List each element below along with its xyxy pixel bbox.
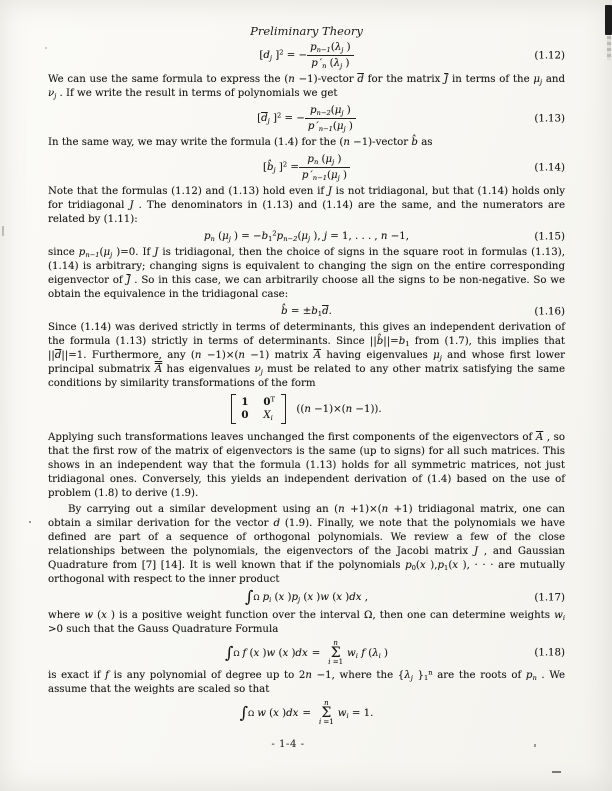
equation-1-18: ∫ Ω f (x )w (x )dx = n Σ i =1 $w_i$ f ($\lambda_i$ ) (1.18)	[224, 639, 565, 666]
right-bracket	[281, 394, 286, 424]
scan-artifact-dot	[29, 521, 31, 523]
equation-1-15: $p_n$ ($\mu_j$ ) = $-b_1^2p_{n-2}(\mu_j$ ), j = 1, . . . , n −1, (1.15)	[204, 229, 565, 244]
equation-number: (1.13)	[534, 113, 565, 124]
equation-1-13	[48, 104, 565, 133]
paragraph-7: By carrying out a similar development using an (n +1)×(n +1) tridiagonal matrix, one can obtain a similar derivation for the vector d (1.9). Finally, we note that the polynomials we have defined are part of a sequence of orthogonal polynomials. We review a few of the close relationships between the polynomials, the eigenvectors of the Jacobi matrix J , and Gaussian Quadrature from [7] [14]. It is well known that if the polynomials $p_0(x$ )$,p_1(x$ ), · · · are mutually orthogonal with respect to the inner product	[48, 504, 566, 585]
fraction: $\frac{p_{n-1}(\lambda_j )}{p '_n (\lambda_j )}$	[307, 41, 354, 70]
integral-sign: ∫	[245, 587, 254, 606]
page-body	[48, 24, 565, 729]
page-number: - 1-4 -	[271, 739, 305, 750]
equation-1-16: b̂ = $\pm b_1\overline{d}$. (1.16)	[281, 306, 565, 319]
paragraph-8: where w (x ) is a positive weight function over the interval Ω, then one can determine weights $w_i >0$ such that the Gauss Quadrature Formula	[48, 610, 565, 635]
equation-1-17: ∫ Ω $p_i$ (x )$p_j$ (x )w (x )dx , (1.17)	[245, 587, 565, 606]
equation-number: (1.15)	[534, 231, 565, 242]
running-head: Preliminary Theory	[250, 24, 363, 38]
scan-artifact-speck	[534, 744, 536, 747]
fraction: $\frac{p_{n-2}(\mu_j )}{p '_{n-1}(\mu_j )}$	[305, 104, 356, 133]
scan-artifact-dot	[45, 47, 47, 49]
equation-number: (1.16)	[534, 306, 565, 317]
equation-lhs: [$d_j$ ]$^2$ = −	[259, 48, 308, 63]
equation-1-12	[48, 41, 565, 70]
integral-sign: ∫	[239, 703, 248, 722]
scan-artifact-left-mark	[2, 226, 4, 236]
paragraph-5: Since (1.14) was derived strictly in terms of determinants, this gives an independent derivation of the formula (1.13) strictly in terms of determinants. Since $||b̂||=b_1$ from (1.7), this implies that $||\overline{d}||=1$. Furthermore, any (n −1)×(n −1) matrix $\overline{A}$ having eigenvalues $\mu_j$ and whose first lower principal submatrix A has eigenvalues $\nu_j$ must be related to any other matrix satisfying the same conditions by similarity transformations of the form	[48, 322, 565, 389]
matrix-dimension-note: ((n −1)×(n −1)).	[296, 403, 382, 415]
equation-weights-scaled: ∫ Ω w (x )dx = n Σ i =1 $w_i = 1$.	[239, 699, 374, 726]
paragraph-4: since $p_{n-1}(\mu_j$ )=0. If J is tridiagonal, then the choice of signs in the square root in formulas (1.13), (1.14) is arbitrary; changing signs is equivalent to changing the sign on the entire corresponding eigenvector of $\overline{J}$ . So in this case, we can arbitrarily choose all the signs to be non-negative. So we obtain the equivalence in the tridiagonal case:	[48, 247, 565, 300]
equation-number: (1.12)	[534, 50, 565, 61]
sigma-sign: Σ	[330, 645, 341, 661]
paragraph-2: In the same way, we may write the formula (1.4) for the (n −1)-vector b̂ as	[48, 137, 433, 148]
sigma-sign: Σ	[321, 705, 332, 721]
similarity-transform-matrix	[48, 394, 565, 428]
paragraph-3: Note that the formulas (1.12) and (1.13) hold even if J is not tridiagonal, but that (1.14) holds only for tridiagonal J . The denominators in (1.13) and (1.14) are the same, and the numerators are related by (1.11):	[48, 186, 566, 225]
summation: n Σ i =1	[328, 639, 344, 666]
scan-artifact-edge-noise	[607, 36, 611, 60]
paragraph-9: is exact if f is any polynomial of degree up to 2n −1, where the {$\lambda_j$ }$_1^n$ are the roots of $p_n$ . We assume that the weights are scaled so that	[48, 668, 565, 695]
paragraph-1: We can use the same formula to express the (n −1)-vector $\overline{d}$ for the matrix $\overline{J}$ in terms of the $\mu_j$ and $\nu_j$ . If we write the result in terms of polynomials we get	[48, 74, 566, 101]
matrix: 1 $0^T$ 0 $X_i$	[231, 394, 286, 424]
equation-number: (1.17)	[534, 592, 565, 604]
scan-artifact-dash	[552, 771, 561, 773]
paragraph-6: Applying such transformations leaves unchanged the first components of the eigenvectors of $\overline{A}$ , so that the first row of the matrix of eigenvectors is the same (up to signs) for all such matrices. This shows in an independent way that the formula (1.13) holds for all symmetric matrices, not just tridiagonal ones. Conversely, this yields an independent derivation of (1.4) based on the use of problem (1.8) to derive (1.9).	[48, 432, 565, 499]
equation-lhs: [$\overline{d}_j$ ]$^2$ = −	[257, 111, 305, 126]
fraction: $\frac{p_n (\mu_j )}{p '_{n-1}(\mu_j )}$	[299, 153, 350, 182]
summation: n Σ i =1	[318, 699, 334, 726]
equation-1-14	[48, 153, 565, 182]
equation-lhs: [$b̂_j$ ]$^2$ =	[263, 160, 299, 175]
integral-sign: ∫	[224, 643, 234, 662]
equation-number: (1.14)	[534, 162, 565, 173]
equation-number: (1.18)	[534, 647, 565, 659]
scan-artifact-edge-bar	[605, 5, 612, 35]
